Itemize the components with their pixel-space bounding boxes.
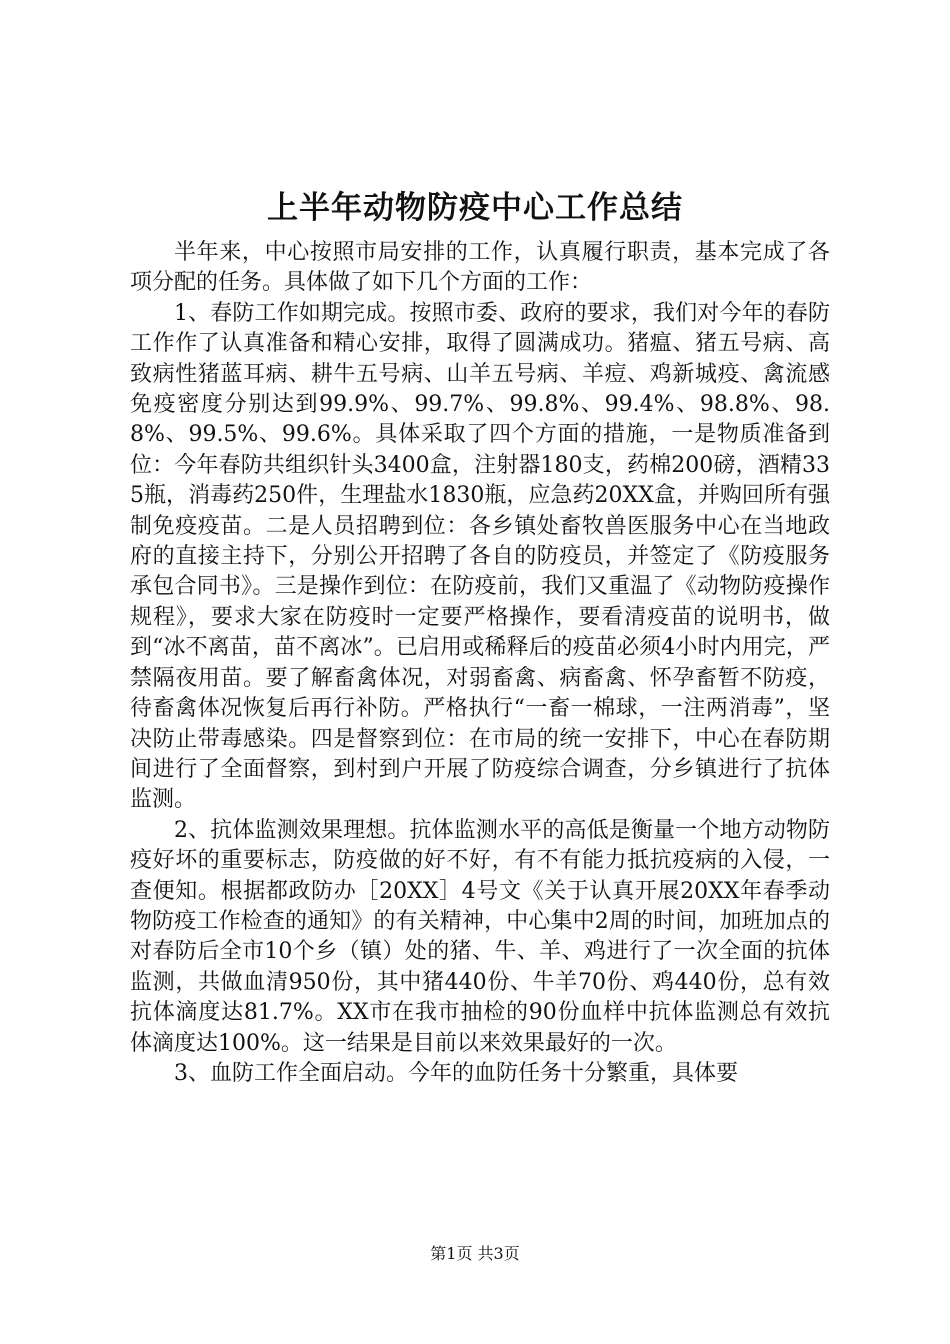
- page-footer: 第1页 共3页: [430, 1244, 520, 1263]
- paragraph-spring-prevention: 1、春防工作如期完成。按照市委、政府的要求，我们对今年的春防工作作了认真准备和精心安排，取得了圆满成功。猪瘟、猪五号病、高致病性猪蓝耳病、耕牛五号病、山羊五号病、羊痘、鸡新城疫、禽流感免疫密度分别达到99.9%、99.7%、99.8%、99.4%、98.8%、98.8%、99.5%、99.6%。具体采取了四个方面的措施，一是物质准备到位：今年春防共组织针头3400盒，注射器180支，药棉200磅，酒精335瓶，消毒药250件，生理盐水1830瓶，应急药20XX盒，并购回所有强制免疫疫苗。二是人员招聘到位：各乡镇处畜牧兽医服务中心在当地政府的直接主持下，分别公开招聘了各自的防疫员，并签定了《防疫服务承包合同书》。三是操作到位：在防疫前，我们又重温了《动物防疫操作规程》，要求大家在防疫时一定要严格操作，要看清疫苗的说明书，做到“冰不离苗，苗不离冰”。已启用或稀释后的疫苗必须4小时内用完，严禁隔夜用苗。要了解畜禽体况，对弱畜禽、病畜禽、怀孕畜暂不防疫，待畜禽体况恢复后再行补防。严格执行“一畜一棉球，一注两消毒”，坚决防止带毒感染。四是督察到位：在市局的统一安排下，中心在春防期间进行了全面督察，到村到户开展了防疫综合调查，分乡镇进行了抗体监测。: [130, 300, 830, 813]
- document-body: [130, 238, 830, 1089]
- paragraph-blood-prevention: 3、血防工作全面启动。今年的血防任务十分繁重，具体要: [174, 1060, 738, 1086]
- document-title: 上半年动物防疫中心工作总结: [267, 190, 683, 226]
- paragraph-intro: 半年来，中心按照市局安排的工作，认真履行职责，基本完成了各项分配的任务。具体做了如下几个方面的工作：: [130, 240, 830, 296]
- paragraph-antibody-monitoring: 2、抗体监测效果理想。抗体监测水平的高低是衡量一个地方动物防疫好坏的重要标志，防疫做的好不好，有不有能力抵抗疫病的入侵，一查便知。根据都政防办［20XX］4号文《关于认真开展20XX年春季动物防疫工作检查的通知》的有关精神，中心集中2周的时间，加班加点的对春防后全市10个乡（镇）处的猪、牛、羊、鸡进行了一次全面的抗体监测，共做血清950份，其中猪440份、牛羊70份、鸡440份，总有效抗体滴度达81.7%。XX市在我市抽检的90份血样中抗体监测总有效抗体滴度达100%。这一结果是目前以来效果最好的一次。: [130, 817, 830, 1056]
